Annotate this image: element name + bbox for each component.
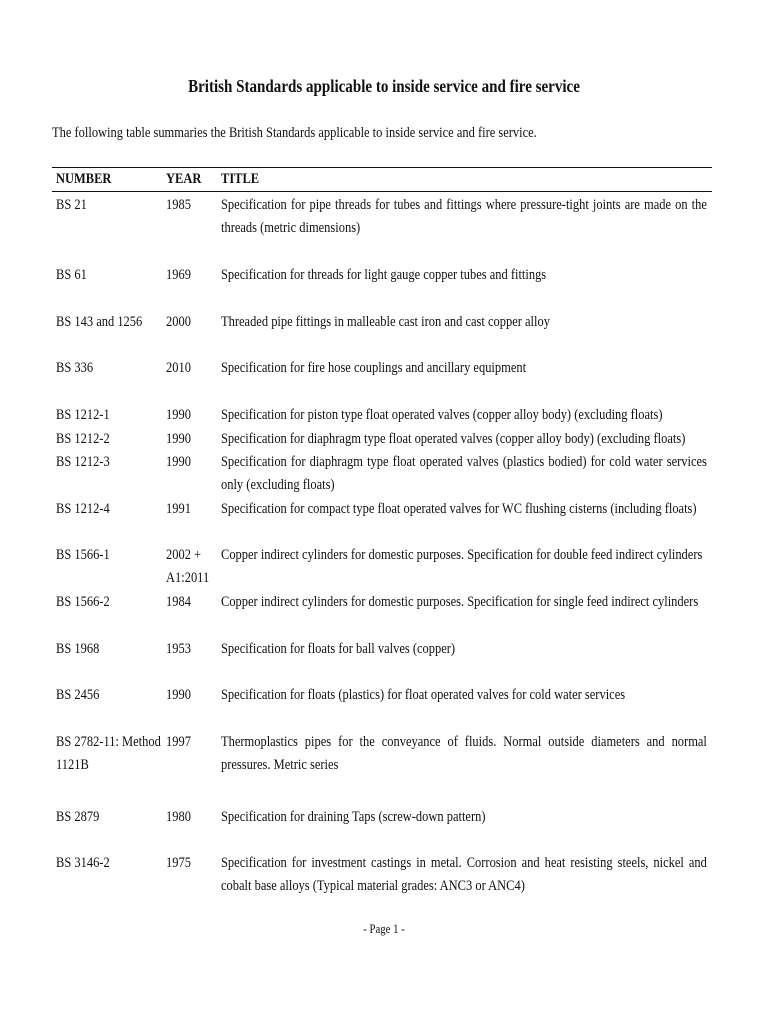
cell-title: Copper indirect cylinders for domestic purposes. Specification for double feed indirect cylinders bbox=[221, 547, 703, 563]
standards-table bbox=[52, 167, 712, 894]
table-row bbox=[52, 194, 712, 240]
table-row bbox=[52, 264, 712, 287]
table-row bbox=[52, 404, 712, 427]
table-row bbox=[52, 806, 712, 829]
cell-year: 2010 bbox=[166, 360, 191, 376]
cell-year: 1990 bbox=[166, 407, 191, 423]
cell-number: BS 2879 bbox=[56, 809, 100, 825]
cell-number: BS 1212-2 bbox=[56, 431, 110, 447]
cell-title: Specification for threads for light gauge copper tubes and fittings bbox=[221, 267, 547, 283]
cell-title: Specification for pipe threads for tubes and fittings where pressure-tight joints are made on the threads (metric dimensions) bbox=[221, 197, 707, 236]
header-year: YEAR bbox=[166, 171, 202, 187]
cell-number: BS 21 bbox=[56, 197, 87, 213]
cell-number: BS 1968 bbox=[56, 641, 100, 657]
table-row bbox=[52, 684, 712, 707]
table-row bbox=[52, 428, 712, 451]
cell-year: 1953 bbox=[166, 641, 191, 657]
header-title: TITLE bbox=[221, 171, 260, 187]
table-row bbox=[52, 498, 712, 521]
cell-title: Specification for diaphragm type float operated valves (plastics bodied) for cold water services only (excluding floats) bbox=[221, 454, 707, 493]
cell-title: Specification for diaphragm type float operated valves (copper alloy body) (excluding floats) bbox=[221, 431, 686, 447]
cell-title: Specification for compact type float operated valves for WC flushing cisterns (including floats) bbox=[221, 501, 697, 517]
cell-year: 2002 + A1:2011 bbox=[166, 547, 210, 586]
cell-title: Specification for fire hose couplings and ancillary equipment bbox=[221, 360, 527, 376]
cell-number: BS 1212-1 bbox=[56, 407, 110, 423]
cell-title: Specification for piston type float operated valves (copper alloy body) (excluding floats) bbox=[221, 407, 663, 423]
table-row bbox=[52, 638, 712, 661]
cell-number: BS 2782-11: Method 1121B bbox=[56, 734, 161, 773]
cell-year: 1980 bbox=[166, 809, 191, 825]
table-row bbox=[52, 591, 712, 614]
cell-year: 1975 bbox=[166, 855, 191, 871]
table-row bbox=[52, 731, 712, 777]
cell-number: BS 1212-3 bbox=[56, 454, 110, 470]
cell-number: BS 1566-1 bbox=[56, 547, 110, 563]
cell-number: BS 1212-4 bbox=[56, 501, 110, 517]
cell-title: Thermoplastics pipes for the conveyance of fluids. Normal outside diameters and normal pressures. Metric series bbox=[221, 734, 707, 773]
cell-year: 1969 bbox=[166, 267, 191, 283]
cell-title: Copper indirect cylinders for domestic purposes. Specification for single feed indirect cylinders bbox=[221, 594, 699, 610]
cell-year: 1990 bbox=[166, 454, 191, 470]
cell-title: Specification for draining Taps (screw-down pattern) bbox=[221, 809, 486, 825]
table-row bbox=[52, 852, 712, 898]
table-row bbox=[52, 451, 712, 497]
table-row bbox=[52, 311, 712, 334]
cell-number: BS 1566-2 bbox=[56, 594, 110, 610]
page-title: British Standards applicable to inside service and fire service bbox=[188, 76, 580, 96]
cell-year: 1990 bbox=[166, 431, 191, 447]
cell-number: BS 3146-2 bbox=[56, 855, 110, 871]
cell-year: 2000 bbox=[166, 314, 191, 330]
cell-number: BS 336 bbox=[56, 360, 94, 376]
cell-number: BS 61 bbox=[56, 267, 87, 283]
cell-number: BS 143 and 1256 bbox=[56, 314, 143, 330]
cell-year: 1997 bbox=[166, 734, 191, 750]
cell-number: BS 2456 bbox=[56, 687, 100, 703]
cell-year: 1990 bbox=[166, 687, 191, 703]
cell-year: 1984 bbox=[166, 594, 191, 610]
cell-year: 1985 bbox=[166, 197, 191, 213]
cell-title: Specification for floats (plastics) for float operated valves for cold water services bbox=[221, 687, 626, 703]
table-row bbox=[52, 544, 712, 590]
cell-year: 1991 bbox=[166, 501, 191, 517]
table-row bbox=[52, 357, 712, 380]
table-header bbox=[52, 168, 712, 192]
cell-title: Specification for investment castings in metal. Corrosion and heat resisting steels, nickel and cobalt base alloys (Typical material grades: ANC3 or ANC4) bbox=[221, 855, 707, 894]
cell-title: Threaded pipe fittings in malleable cast iron and cast copper alloy bbox=[221, 314, 550, 330]
page-footer: - Page 1 - bbox=[363, 922, 405, 936]
cell-title: Specification for floats for ball valves (copper) bbox=[221, 641, 456, 657]
intro-paragraph: The following table summaries the British Standards applicable to inside service and fire service. bbox=[52, 125, 537, 141]
header-number: NUMBER bbox=[56, 171, 112, 187]
